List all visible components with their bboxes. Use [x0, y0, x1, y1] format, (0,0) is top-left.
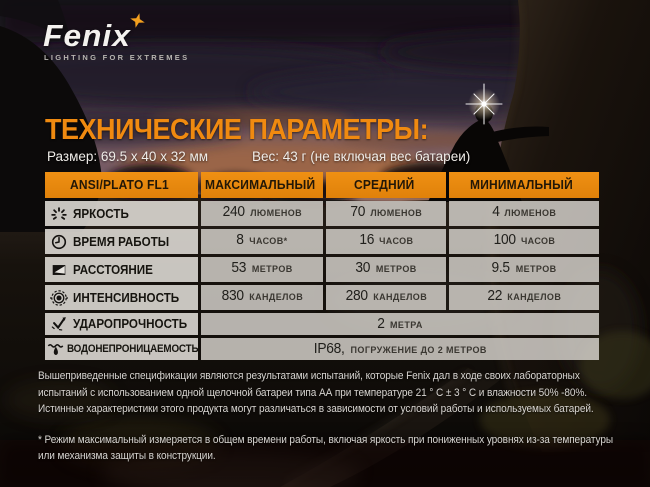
- column-header-max: МАКСИМАЛЬНЫЙ: [201, 172, 323, 198]
- value-distance-max: 53 МЕТРОВ: [201, 257, 323, 282]
- spec-note: Вышеприведенные спецификации являются результатами испытаний, которые Fenix дал в ходе своих лабораторных испытаний с использованием одной щелочной батареи типа АА при температуре 21 ° C ± 3 ° C и влажности 50% -80%. Истинные характеристики этого продукта могут различаться в зависимости от условий работы и используемых батарей.: [38, 370, 594, 415]
- brightness-icon: [50, 205, 68, 223]
- row-label-distance: [45, 257, 198, 282]
- runtime-clock-icon: [50, 233, 68, 251]
- size-label: Размер: 69.5 x 40 x 32 мм: [47, 149, 209, 164]
- row-label-brightness: [45, 201, 198, 226]
- brand-wordmark: Fenix: [43, 18, 131, 53]
- row-label: УДАРОПРОЧНОСТЬ: [73, 317, 188, 331]
- row-label: ИНТЕНСИВНОСТЬ: [73, 290, 180, 305]
- column-header-mid: СРЕДНИЙ: [326, 172, 446, 198]
- row-label: ВОДОНЕПРОНИЦАЕМОСТЬ: [67, 343, 199, 355]
- row-label: РАССТОЯНИЕ: [73, 262, 153, 277]
- impact-resistance-icon: [50, 315, 68, 333]
- value-distance-mid: 30 МЕТРОВ: [326, 257, 446, 282]
- footnotes: [38, 368, 622, 465]
- value-runtime-mid: 16 ЧАСОВ: [326, 229, 446, 254]
- row-label-waterproof: [45, 338, 198, 360]
- asterisk-note: * Режим максимальный измеряется в общем времени работы, включая яркость при пониженных уровнях из-за температуры или механизма защиты в конструкции.: [38, 433, 613, 462]
- row-label: ЯРКОСТЬ: [73, 206, 129, 221]
- value-waterproof: IP68, ПОГРУЖЕНИЕ ДО 2 МЕТРОВ: [201, 338, 599, 360]
- column-header-min: МИНИМАЛЬНЫЙ: [449, 172, 599, 198]
- row-label-intensity: [45, 285, 198, 310]
- value-intensity-mid: 280 КАНДЕЛОВ: [326, 285, 446, 310]
- row-label: ВРЕМЯ РАБОТЫ: [73, 234, 170, 249]
- product-dimensions: [47, 149, 470, 164]
- beam-distance-icon: [50, 261, 68, 279]
- value-intensity-max: 830 КАНДЕЛОВ: [201, 285, 323, 310]
- waterproof-icon: [47, 340, 65, 358]
- row-label-runtime: [45, 229, 198, 254]
- spec-table: [45, 172, 599, 360]
- star-icon: [130, 13, 145, 28]
- intensity-icon: [50, 289, 68, 307]
- value-intensity-min: 22 КАНДЕЛОВ: [449, 285, 599, 310]
- fenix-logo: [44, 20, 204, 62]
- row-label-impact: [45, 313, 198, 335]
- value-runtime-min: 100 ЧАСОВ: [449, 229, 599, 254]
- value-brightness-mid: 70 ЛЮМЕНОВ: [326, 201, 446, 226]
- page-title: ТЕХНИЧЕСКИЕ ПАРАМЕТРЫ:: [45, 114, 429, 146]
- brand-tagline: LIGHTING FOR EXTREMES: [44, 53, 190, 62]
- value-brightness-max: 240 ЛЮМЕНОВ: [201, 201, 323, 226]
- value-runtime-max: 8 ЧАСОВ*: [201, 229, 323, 254]
- value-distance-min: 9.5 МЕТРОВ: [449, 257, 599, 282]
- value-impact: 2 МЕТРА: [201, 313, 599, 335]
- table-corner-header: ANSI/PLATO FL1: [45, 172, 198, 198]
- weight-label: Вес: 43 г (не включая вес батареи): [252, 149, 471, 164]
- value-brightness-min: 4 ЛЮМЕНОВ: [449, 201, 599, 226]
